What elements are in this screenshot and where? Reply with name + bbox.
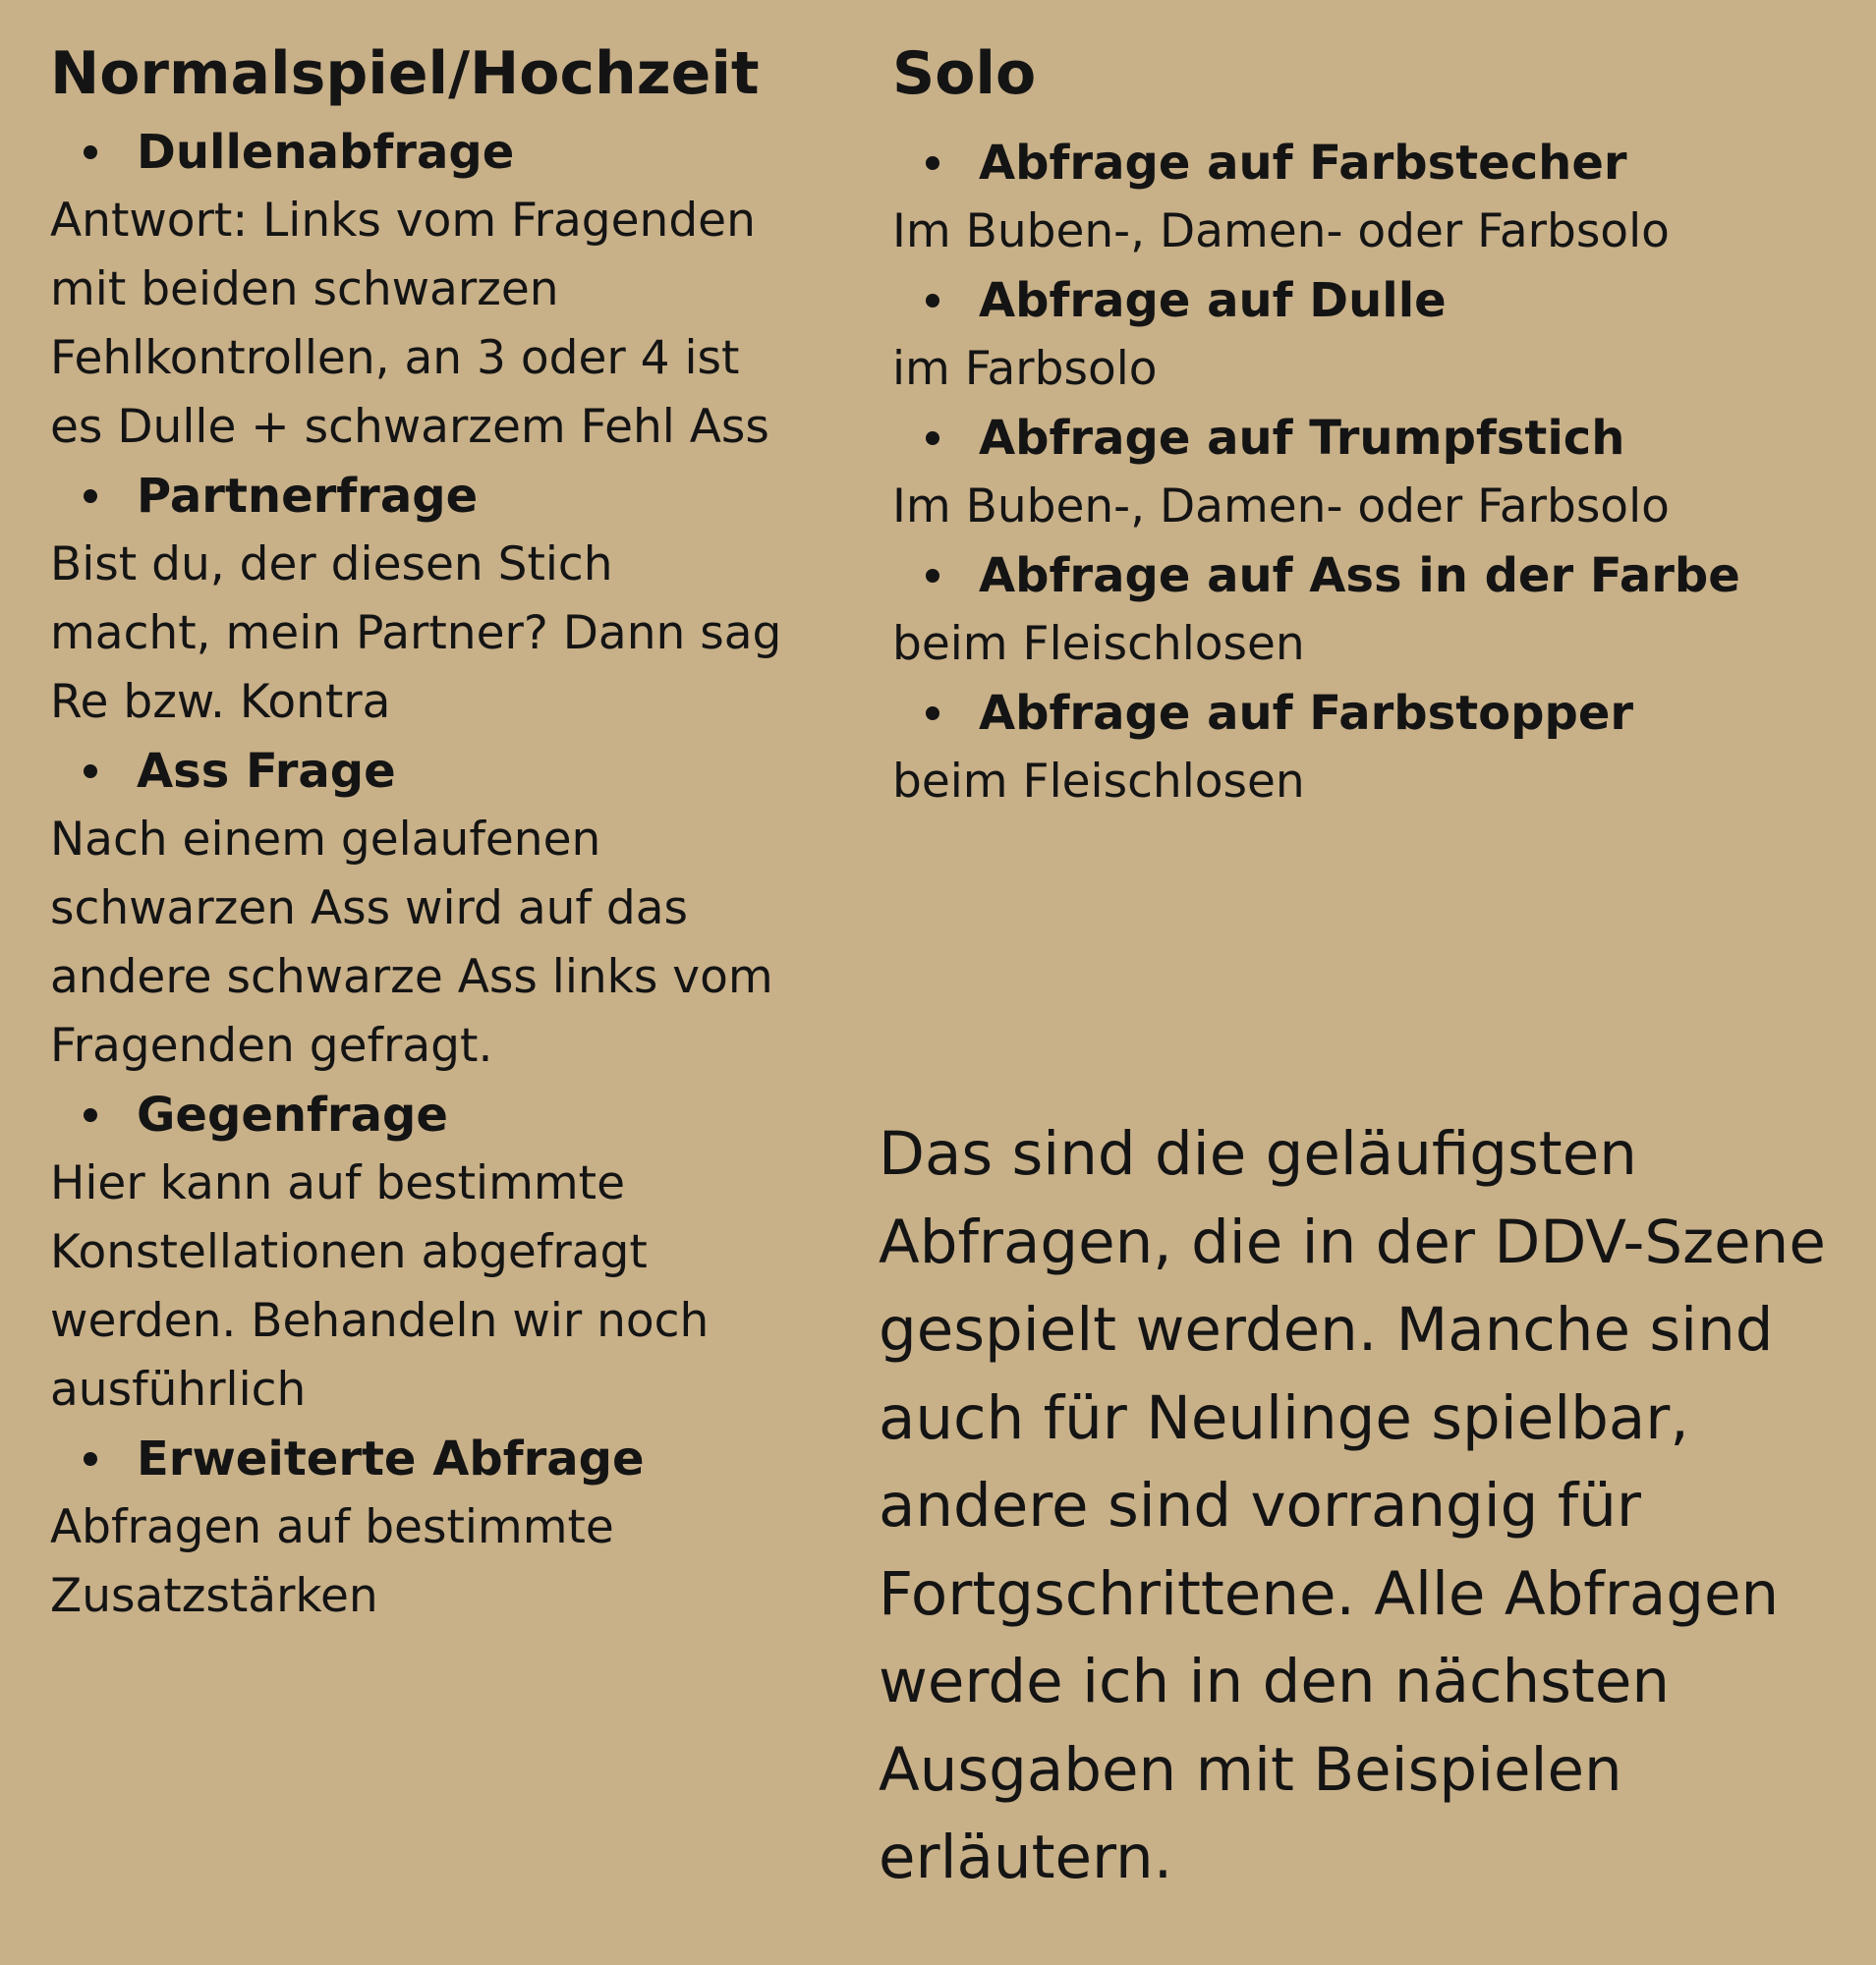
list-item: [50, 118, 836, 462]
bullet-icon: [926, 156, 939, 170]
bullet-icon: [926, 569, 939, 583]
bullet-icon: [926, 294, 939, 308]
item-body: beim Fleischlosen: [892, 617, 1305, 671]
list-item: [892, 266, 1855, 404]
item-title: [50, 118, 836, 187]
item-title: [50, 462, 836, 531]
item-title: [50, 1081, 836, 1150]
item-title-text: Abfrage auf Dulle: [979, 273, 1447, 328]
item-title: [50, 1425, 836, 1493]
item-body: Abfragen auf bestimmte Zusatzstärken: [50, 1500, 614, 1623]
list-item: [50, 737, 836, 1081]
item-title: [892, 266, 1855, 335]
list-item: [50, 462, 836, 737]
item-body: Im Buben-, Damen- oder Farbsolo: [892, 204, 1670, 258]
item-body: Antwort: Links vom Fragenden mit beiden schwarzen Fehlkontrollen, an 3 oder 4 ist es Dulle + schwarzem Fehl Ass: [50, 194, 769, 454]
summary-note: Das sind die geläufigsten Abfragen, die in der DDV-Szene gespielt werden. Manche sind auch für Neulinge spielbar, andere sind vorrangig für Fortgschrittene. Alle Abfragen werde ich in den nächsten Ausgaben mit Beispielen erläutern.: [879, 1119, 1826, 1892]
list-item: [892, 679, 1855, 816]
item-title-text: Gegenfrage: [137, 1088, 448, 1143]
right-heading: Solo: [892, 39, 1037, 108]
right-list: [892, 129, 1855, 816]
item-title: [892, 679, 1855, 748]
list-item: [892, 129, 1855, 266]
list-item: [50, 1081, 836, 1425]
item-title: [892, 129, 1855, 197]
item-title: [892, 404, 1855, 473]
bullet-icon: [84, 145, 97, 159]
bullet-icon: [84, 489, 97, 503]
item-body: beim Fleischlosen: [892, 755, 1305, 809]
item-body: Bist du, der diesen Stich macht, mein Partner? Dann sag Re bzw. Kontra: [50, 537, 782, 729]
item-title: [50, 737, 836, 806]
list-item: [50, 1425, 836, 1631]
item-title-text: Abfrage auf Ass in der Farbe: [979, 548, 1740, 603]
left-heading: Normalspiel/Hochzeit: [50, 39, 760, 108]
bullet-icon: [926, 706, 939, 720]
item-title-text: Abfrage auf Trumpfstich: [979, 411, 1625, 466]
item-title-text: Abfrage auf Farbstopper: [979, 686, 1634, 741]
bullet-icon: [84, 1108, 97, 1122]
item-body: im Farbsolo: [892, 342, 1158, 396]
item-title-text: Abfrage auf Farbstecher: [979, 136, 1627, 191]
item-title-text: Partnerfrage: [137, 469, 479, 524]
item-title-text: Erweiterte Abfrage: [137, 1432, 645, 1487]
list-item: [892, 404, 1855, 541]
item-title-text: Ass Frage: [137, 744, 396, 799]
bullet-icon: [84, 1452, 97, 1466]
item-title: [892, 541, 1855, 610]
left-list: [50, 118, 836, 1631]
item-body: Im Buben-, Damen- oder Farbsolo: [892, 479, 1670, 533]
bullet-icon: [84, 764, 97, 778]
item-body: Hier kann auf bestimmte Konstellationen abgefragt werden. Behandeln wir noch ausführlich: [50, 1156, 710, 1417]
item-title-text: Dullenabfrage: [137, 125, 515, 180]
item-body: Nach einem gelaufenen schwarzen Ass wird auf das andere schwarze Ass links vom Fragenden gefragt.: [50, 813, 773, 1073]
bullet-icon: [926, 431, 939, 445]
list-item: [892, 541, 1855, 679]
